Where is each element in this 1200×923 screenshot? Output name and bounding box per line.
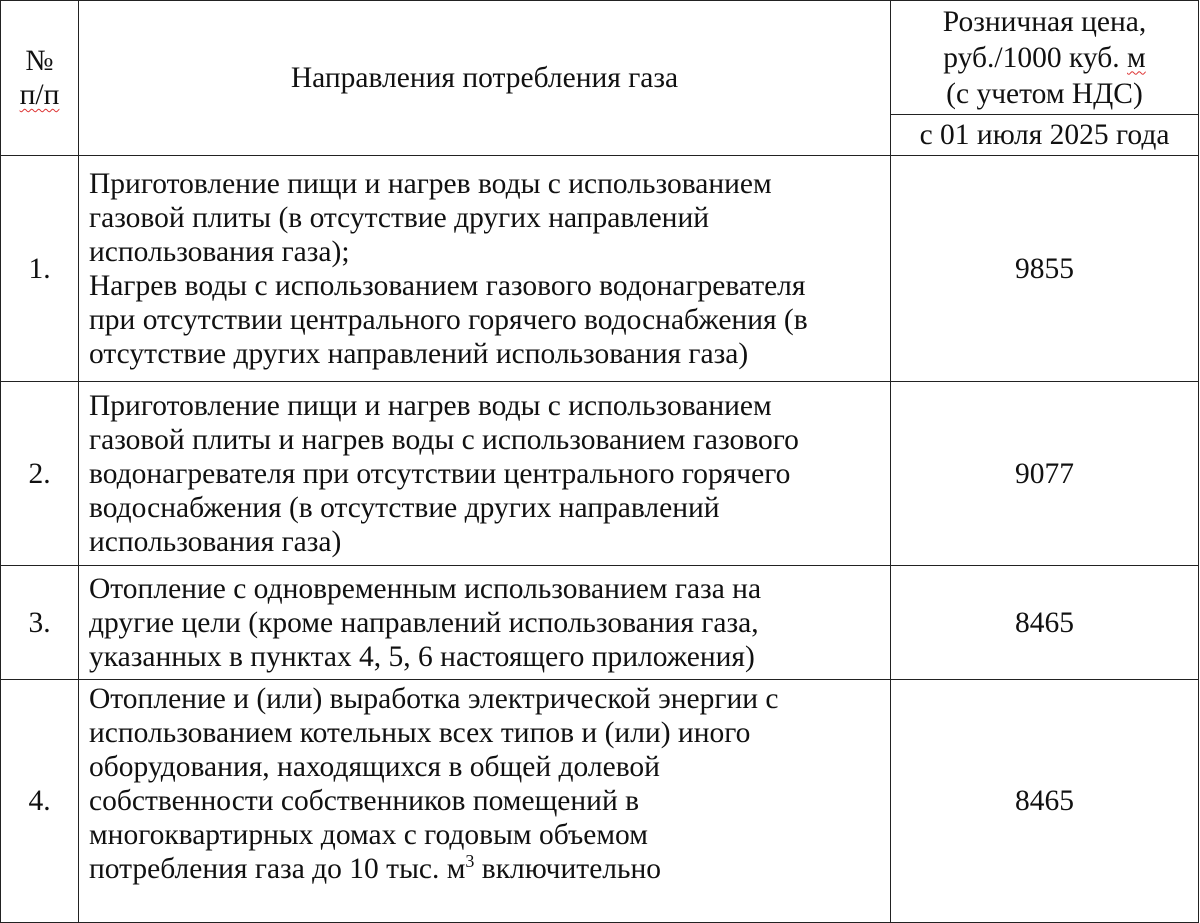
row-direction-line: другие цели (кроме направлений использования газа, xyxy=(89,606,759,639)
table-header-row xyxy=(1,1,1199,115)
row-direction-line: использования газа); xyxy=(89,235,350,268)
row-number: 1. xyxy=(1,156,79,382)
row-direction-line-last xyxy=(89,852,884,886)
row-price: 9077 xyxy=(891,382,1199,566)
row-direction xyxy=(79,680,891,923)
row-direction-line: Приготовление пищи и нагрев воды с использованием xyxy=(89,389,772,422)
table-row xyxy=(1,680,1199,923)
header-price-cell xyxy=(891,1,1199,115)
header-price-unit-m: м xyxy=(1127,41,1146,74)
row-direction-line: Приготовление пищи и нагрев воды с использованием xyxy=(89,167,772,200)
header-price-line2 xyxy=(891,40,1198,76)
row-direction-line: многоквартирных домах с годовым объемом xyxy=(89,819,648,851)
row-direction-line: газовой плиты и нагрев воды с использованием газового xyxy=(89,423,799,456)
row-number: 2. xyxy=(1,382,79,566)
row-price: 8465 xyxy=(891,566,1199,680)
row-direction-line: при отсутствии центрального горячего водоснабжения (в xyxy=(89,303,808,336)
superscript: 3 xyxy=(465,851,475,872)
row-number: 3. xyxy=(1,566,79,680)
table-row xyxy=(1,566,1199,680)
header-number-sign: № xyxy=(25,45,54,77)
row-number: 4. xyxy=(1,680,79,923)
row-direction-line: водонагревателя при отсутствии центрального горячего xyxy=(89,457,791,490)
row-direction-line: отсутствие других направлений использования газа) xyxy=(89,337,749,370)
header-price-line3: (с учетом НДС) xyxy=(946,77,1143,110)
row-direction xyxy=(79,156,891,382)
row-direction-line: Отопление с одновременным использованием газа на xyxy=(89,572,762,605)
row-direction xyxy=(79,566,891,680)
row-direction-line: водоснабжения (в отсутствие других направлений xyxy=(89,491,720,524)
row-direction-line: Нагрев воды с использованием газового водонагревателя xyxy=(89,269,806,302)
table-row xyxy=(1,156,1199,382)
row-direction-line: газовой плиты (в отсутствие других направлений xyxy=(89,201,710,234)
row-direction-text: потребления газа до 10 тыс. м xyxy=(89,853,466,885)
row-price: 9855 xyxy=(891,156,1199,382)
row-price: 8465 xyxy=(891,680,1199,923)
row-direction-line: использования газа) xyxy=(89,525,342,558)
row-direction-text: включительно xyxy=(474,853,661,885)
header-number-abbr: п/п xyxy=(19,79,60,111)
row-direction-line: оборудования, находящихся в общей долевой xyxy=(89,751,660,783)
header-price-line1: Розничная цена, xyxy=(942,5,1147,38)
row-direction xyxy=(79,382,891,566)
header-price-unit: руб./1000 куб. xyxy=(943,41,1128,74)
row-direction-line: указанных в пунктах 4, 5, 6 настоящего приложения) xyxy=(89,640,755,673)
header-date-cell: с 01 июля 2025 года xyxy=(891,115,1199,156)
table-row xyxy=(1,382,1199,566)
row-direction-line: использованием котельных всех типов и (или) иного xyxy=(89,717,751,749)
header-direction-title: Направления потребления газа xyxy=(79,1,891,156)
header-number-cell xyxy=(1,1,79,156)
row-direction-line: собственности собственников помещений в xyxy=(89,785,640,817)
row-direction-line: Отопление и (или) выработка электрической энергии с xyxy=(89,683,779,715)
